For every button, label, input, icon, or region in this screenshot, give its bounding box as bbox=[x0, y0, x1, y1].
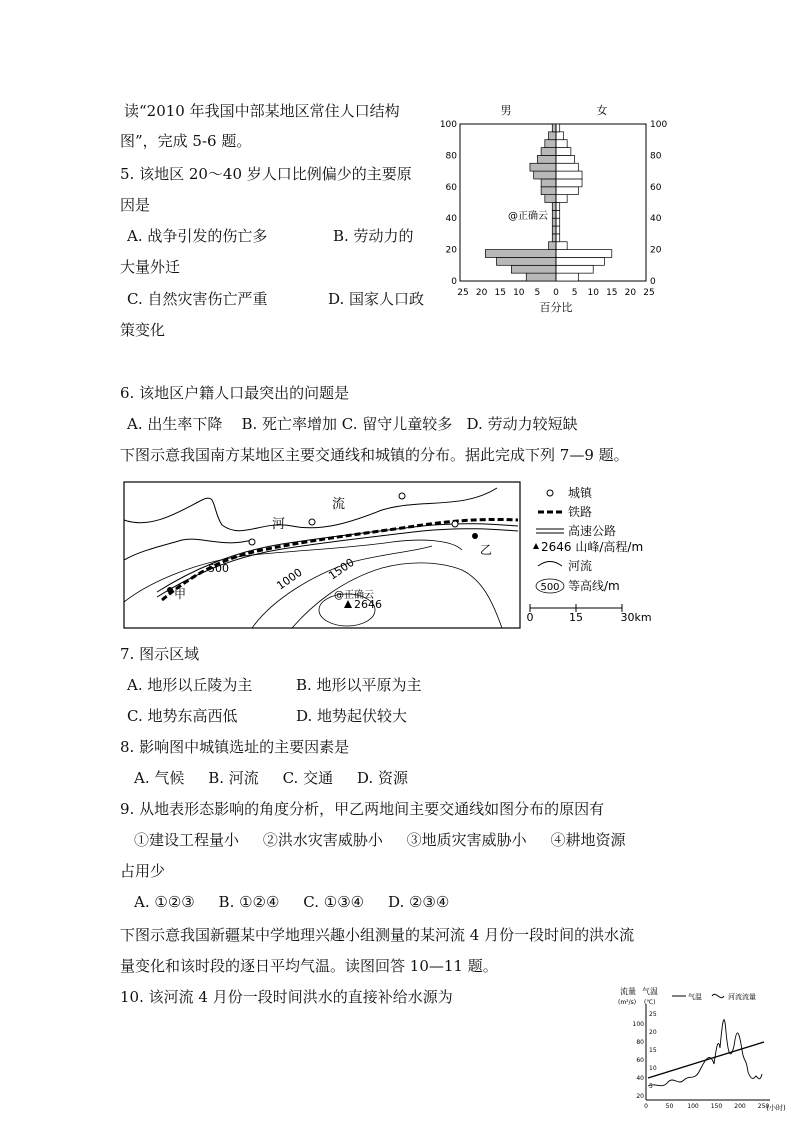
intro-text-3: 下图示意我国新疆某中学地理兴趣小组测量的某河流 4 月份一段时间的洪水流 bbox=[120, 926, 635, 944]
flood-left-tick: 40 bbox=[636, 1075, 644, 1082]
intro-text-3b: 量变化和该时段的逐日平均气温。读图回答 10—11 题。 bbox=[120, 957, 498, 975]
pyramid-y-tick-right: 0 bbox=[650, 277, 656, 287]
pyramid-x-tick: 5 bbox=[571, 288, 578, 298]
flood-xlabel: (小时) bbox=[766, 1104, 786, 1112]
flood-right-tick: 15 bbox=[649, 1047, 657, 1054]
q9-options: A. ①②③ B. ①②④ C. ①③④ D. ②③④ bbox=[134, 893, 450, 911]
female-bar bbox=[556, 132, 563, 140]
question-9: 9. 从地表形态影响的角度分析，甲乙两地间主要交通线如图分布的原因有 bbox=[120, 800, 605, 818]
flood-ylabel-right: 气温 bbox=[642, 987, 658, 996]
female-bar bbox=[556, 265, 593, 273]
pyramid-x-tick: 5 bbox=[534, 288, 541, 298]
pyramid-y-tick-right: 20 bbox=[650, 245, 662, 256]
male-bar bbox=[549, 132, 556, 140]
female-bar bbox=[556, 242, 567, 250]
male-bar bbox=[545, 195, 556, 203]
intro-text-2: 下图示意我国南方某地区主要交通线和城镇的分布。据此完成下列 7—9 题。 bbox=[120, 446, 629, 464]
legend-river: 河流 bbox=[568, 559, 593, 573]
q5-option-a: A. 战争引发的伤亡多 bbox=[127, 227, 268, 245]
flood-left-tick: 60 bbox=[636, 1057, 644, 1064]
town-jia-marker bbox=[167, 587, 173, 593]
legend-flow: 河流流量 bbox=[728, 993, 756, 1001]
q9-items: ①建设工程量小 ②洪水灾害威胁小 ③地质灾害威胁小 ④耕地资源 bbox=[134, 831, 626, 849]
contour-label-1500: 1500 bbox=[326, 555, 357, 583]
town-marker bbox=[399, 493, 405, 499]
town-marker bbox=[452, 521, 458, 527]
legend-contour-value: 500 bbox=[540, 582, 560, 593]
flood-x-tick: 250 bbox=[757, 1103, 770, 1110]
q5-option-c: C. 自然灾害伤亡严重 bbox=[127, 290, 268, 308]
q5-option-d-cont: 策变化 bbox=[120, 321, 166, 339]
legend-contour: 等高线/m bbox=[568, 579, 620, 593]
pyramid-x-tick: 25 bbox=[643, 288, 655, 298]
intro-text-1b: 图”，完成 5-6 题。 bbox=[120, 132, 252, 150]
pyramid-x-tick: 0 bbox=[553, 288, 559, 298]
flood-x-tick: 100 bbox=[687, 1103, 699, 1110]
pyramid-y-tick-right: 100 bbox=[650, 120, 668, 130]
q7-option-a: A. 地形以丘陵为主 bbox=[127, 676, 253, 694]
pyramid-x-tick: 20 bbox=[475, 288, 488, 298]
population-pyramid-chart bbox=[438, 98, 668, 318]
q9-items-cont: 占用少 bbox=[120, 862, 166, 880]
flood-right-tick: 5 bbox=[649, 1083, 653, 1090]
legend-peak: 2646 山峰/高程/m bbox=[541, 540, 644, 554]
question-8: 8. 影响图中城镇选址的主要因素是 bbox=[120, 738, 350, 756]
pyramid-y-tick-right: 40 bbox=[650, 214, 662, 225]
male-bar bbox=[552, 226, 556, 234]
question-10: 10. 该河流 4 月份一段时间洪水的直接补给水源为 bbox=[120, 988, 453, 1006]
q7-option-b: B. 地形以平原为主 bbox=[296, 676, 422, 694]
scale-label-0: 0 bbox=[526, 611, 534, 624]
female-bar bbox=[556, 195, 567, 203]
legend-highway: 高速公路 bbox=[568, 524, 617, 538]
flood-x-tick: 0 bbox=[644, 1103, 648, 1110]
female-bar bbox=[556, 218, 560, 226]
pyramid-x-tick: 10 bbox=[587, 288, 599, 298]
flood-left-tick: 20 bbox=[636, 1093, 644, 1100]
railway-line bbox=[162, 519, 518, 600]
female-bar bbox=[556, 179, 582, 187]
male-bar bbox=[552, 210, 556, 218]
female-bar bbox=[556, 203, 560, 211]
pyramid-x-tick: 15 bbox=[606, 288, 618, 298]
pyramid-x-axis-label: 百分比 bbox=[539, 301, 573, 314]
male-bar bbox=[485, 250, 556, 258]
flood-right-tick: 25 bbox=[649, 1011, 657, 1018]
pyramid-y-tick-right: 80 bbox=[650, 151, 662, 162]
q7-option-c: C. 地势东高西低 bbox=[127, 707, 238, 725]
flood-x-tick: 200 bbox=[734, 1103, 746, 1110]
male-bar bbox=[541, 148, 556, 156]
legend-peak-icon bbox=[533, 543, 539, 549]
flood-left-tick: 100 bbox=[632, 1021, 644, 1028]
peak-triangle-icon bbox=[344, 600, 352, 608]
male-bar bbox=[552, 218, 556, 226]
male-bar bbox=[549, 242, 556, 250]
intro-text-1: 读“2010 年我国中部某地区常住人口结构 bbox=[124, 102, 400, 120]
map-watermark: @正确云 bbox=[334, 590, 374, 601]
male-bar bbox=[530, 163, 556, 171]
town-yi-marker bbox=[472, 533, 478, 539]
pyramid-x-tick: 10 bbox=[513, 288, 525, 298]
contour-label-1000: 1000 bbox=[274, 565, 305, 593]
pyramid-y-tick-left: 40 bbox=[445, 214, 457, 225]
scale-label-30km: 30km bbox=[620, 611, 652, 624]
flood-ylabel-left: 流量 bbox=[620, 987, 636, 996]
pyramid-male-label: 男 bbox=[500, 104, 512, 117]
male-bar bbox=[526, 273, 556, 281]
pyramid-y-tick-left: 0 bbox=[451, 277, 457, 287]
legend-railway: 铁路 bbox=[568, 505, 593, 519]
pyramid-x-tick: 20 bbox=[624, 288, 637, 298]
q5-option-b: B. 劳动力的 bbox=[333, 227, 414, 245]
female-bar bbox=[556, 124, 560, 132]
scale-label-15: 15 bbox=[569, 611, 583, 624]
flood-ylabel-right-unit: (℃) bbox=[644, 999, 656, 1006]
male-bar bbox=[534, 171, 556, 179]
river-flow-curve bbox=[648, 1020, 762, 1086]
town-marker bbox=[309, 519, 315, 525]
question-5: 5. 该地区 20～40 岁人口比例偏少的主要原 bbox=[120, 165, 412, 183]
male-bar bbox=[537, 155, 556, 163]
town-marker bbox=[249, 539, 255, 545]
pyramid-y-tick-left: 20 bbox=[445, 245, 457, 256]
river-label-2: 河 bbox=[272, 517, 286, 532]
q8-options: A. 气候 B. 河流 C. 交通 D. 资源 bbox=[134, 769, 408, 787]
female-bar bbox=[556, 187, 578, 195]
male-bar bbox=[541, 187, 556, 195]
flood-left-tick: 80 bbox=[636, 1039, 644, 1046]
female-bar bbox=[556, 148, 571, 156]
legend-temp: 气温 bbox=[688, 993, 702, 1001]
question-5-cont: 因是 bbox=[120, 196, 151, 214]
pyramid-x-tick: 25 bbox=[457, 288, 469, 298]
female-bar bbox=[556, 234, 560, 242]
q7-option-d: D. 地势起伏较大 bbox=[296, 707, 408, 725]
pyramid-y-tick-left: 100 bbox=[439, 120, 457, 130]
male-bar bbox=[496, 257, 556, 265]
q5-option-b-cont: 大量外迁 bbox=[120, 258, 181, 276]
flood-ylabel-left-unit: (m³/s) bbox=[618, 999, 637, 1006]
male-bar bbox=[552, 203, 556, 211]
q5-option-d: D. 国家人口政 bbox=[328, 290, 425, 308]
pyramid-y-tick-left: 80 bbox=[445, 151, 457, 162]
male-bar bbox=[541, 179, 556, 187]
flood-right-tick: 20 bbox=[649, 1029, 657, 1036]
female-bar bbox=[556, 210, 560, 218]
female-bar bbox=[556, 250, 612, 258]
pyramid-y-tick-left: 60 bbox=[445, 182, 457, 193]
flood-x-tick: 150 bbox=[710, 1103, 723, 1110]
question-6: 6. 该地区户籍人口最突出的问题是 bbox=[120, 384, 350, 402]
male-bar bbox=[545, 140, 556, 148]
flood-x-tick: 50 bbox=[665, 1103, 674, 1110]
female-bar bbox=[556, 140, 567, 148]
female-bar bbox=[556, 171, 582, 179]
legend-flow-icon bbox=[712, 994, 724, 997]
contour-label-500: 500 bbox=[208, 562, 229, 575]
river-label-1: 流 bbox=[332, 497, 346, 512]
flood-temperature-chart bbox=[616, 986, 792, 1116]
flood-right-tick: 10 bbox=[649, 1065, 657, 1072]
female-bar bbox=[556, 155, 575, 163]
town-jia-label: 甲 bbox=[174, 587, 187, 601]
male-bar bbox=[552, 234, 556, 242]
peak-elevation-label: 2646 bbox=[354, 598, 382, 611]
pyramid-female-label: 女 bbox=[596, 104, 608, 117]
female-bar bbox=[556, 226, 560, 234]
female-bar bbox=[556, 257, 604, 265]
town-yi-label: 乙 bbox=[480, 543, 493, 557]
legend-town: 城镇 bbox=[568, 486, 593, 500]
female-bar bbox=[556, 163, 578, 171]
male-bar bbox=[511, 265, 556, 273]
transport-map bbox=[122, 480, 662, 632]
question-7: 7. 图示区域 bbox=[120, 645, 200, 663]
q6-options: A. 出生率下降 B. 死亡率增加 C. 留守儿童较多 D. 劳动力较短缺 bbox=[127, 415, 578, 433]
map-frame bbox=[124, 482, 520, 628]
highway-line-1 bbox=[157, 524, 518, 592]
male-bar bbox=[552, 124, 556, 132]
pyramid-watermark: @正确云 bbox=[508, 211, 548, 222]
legend-river-icon bbox=[538, 562, 562, 567]
pyramid-y-tick-right: 60 bbox=[650, 182, 662, 193]
legend-town-icon bbox=[547, 490, 553, 496]
pyramid-x-tick: 15 bbox=[494, 288, 506, 298]
female-bar bbox=[556, 273, 578, 281]
